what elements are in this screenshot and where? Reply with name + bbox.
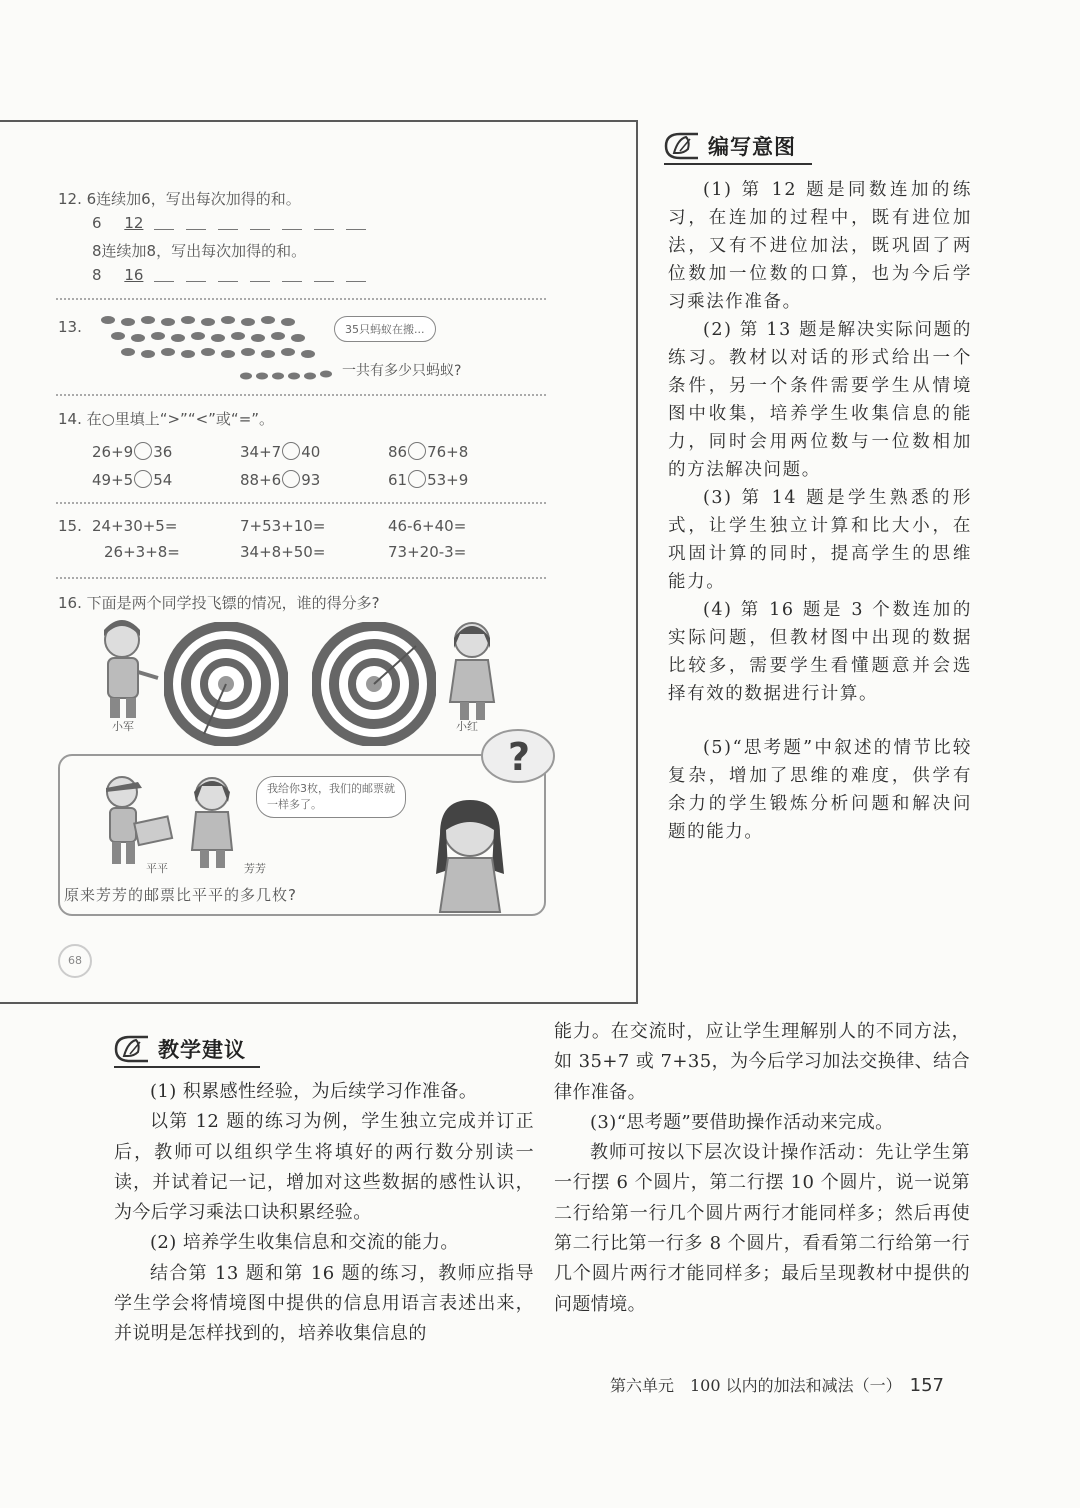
girl-teacher-illustration [420, 794, 520, 914]
blank [154, 267, 174, 282]
q15-number: 15. [58, 517, 82, 535]
blank [250, 215, 270, 230]
suggestion-paragraph: 能力。在交流时，应让学生理解别人的不同方法，如 35+7 或 7+35，为今后学习加法交换律、结合律作准备。 [554, 1021, 970, 1103]
q14-right: 76+8 [427, 443, 469, 461]
q14-item [240, 442, 320, 461]
suggestion-paragraph: 教师可按以下层次设计操作活动：先让学生第一行摆 6 个圆片，第二行摆 10 个圆片，说一说第二行给第一行几个圆片两行才能同样多；然后再使第二行比第一行多 8 个圆片，看看第二行给第一行几个圆片两行才能同样多；最后呈现教材中提供的问题情境。 [554, 1142, 970, 1315]
svg-text:?: ? [508, 735, 531, 779]
blank [314, 267, 334, 282]
blank [154, 215, 174, 230]
suggestion-paragraph: (1) 积累感性经验，为后续学习作准备。 [150, 1081, 478, 1102]
q15-item: 24+30+5= [92, 517, 178, 535]
q12-row-2 [92, 266, 372, 284]
q15-item: 46-6+40= [388, 517, 467, 535]
q14-right: 36 [153, 443, 173, 461]
q12-prompt-2: 8连续加8，写出每次加得的和。 [92, 242, 307, 260]
blank [282, 267, 302, 282]
blank [346, 267, 366, 282]
textbook-page-panel [0, 120, 638, 1004]
q16-prompt: 16. 下面是两个同学投飞镖的情况，谁的得分多? [58, 594, 380, 612]
suggestion-paragraph: (2) 培养学生收集信息和交流的能力。 [150, 1232, 459, 1254]
compare-circle [282, 470, 300, 488]
q12-row1-first: 12 [124, 214, 144, 232]
q14-item [92, 470, 172, 489]
divider [56, 502, 546, 504]
divider [56, 298, 546, 300]
q14-item [388, 442, 468, 461]
intent-paragraph-3: (3) 第 14 题是学生熟悉的形式，让学生独立计算和比大小，在巩固计算的同时，提高学生的思维能力。 [668, 488, 972, 592]
q14-left: 49+5 [92, 471, 134, 489]
think-speech-bubble: 我给你3枚，我们的邮票就一样多了。 [256, 776, 406, 818]
think-name-right: 芳芳 [244, 862, 266, 875]
q15-item: 34+8+50= [240, 543, 326, 561]
q14-item [92, 442, 172, 461]
ants-illustration [96, 308, 336, 386]
q14-left: 61 [388, 471, 408, 489]
suggestions-header [114, 1034, 246, 1064]
q16-name-right: 小红 [456, 720, 478, 733]
intent-header [664, 131, 796, 161]
suggestion-paragraph: (3)“思考题”要借助操作活动来完成。 [590, 1111, 894, 1133]
q14-left: 34+7 [240, 443, 282, 461]
suggestion-paragraph: 以第 12 题的练习为例，学生独立完成并订正后，教师可以组织学生将填好的两行数分别读一读，并试着记一记，增加对这些数据的感性认识，为今后学习乘法口诀积累经验。 [114, 1111, 534, 1224]
dartboard-left [164, 622, 288, 746]
suggestions-title: 教学建议 [158, 1038, 246, 1062]
q14-prompt: 14. 在○里填上“>”“<”或“=”。 [58, 410, 275, 428]
intent-paragraph-1: (1) 第 12 题是同数连加的练习，在连加的过程中，既有进位加法，又有不进位加法，既巩固了两位数加一位数的口算，也为今后学习乘法作准备。 [668, 180, 972, 312]
pen-logo-icon [114, 1034, 152, 1064]
q12-row-1 [92, 214, 372, 232]
q13-question: 一共有多少只蚂蚁? [342, 363, 462, 379]
blank [250, 267, 270, 282]
q12-row2-start: 8 [92, 266, 102, 284]
think-question: 原来芳芳的邮票比平平的多几枚? [64, 886, 297, 904]
suggestions-title-underline [114, 1066, 260, 1068]
compare-circle [282, 442, 300, 460]
intent-title-underline [664, 163, 812, 165]
q14-item [388, 470, 468, 489]
compare-circle [408, 470, 426, 488]
girl-xiaohong-illustration [438, 616, 508, 724]
dartboard-right [312, 622, 436, 746]
compare-circle [408, 442, 426, 460]
blank [346, 215, 366, 230]
q15-item: 73+20-3= [388, 543, 467, 561]
intent-paragraph-4: (4) 第 16 题是 3 个数连加的实际问题，但教材图中出现的数据比较多，需要学生看懂题意并会选择有效的数据进行计算。 [668, 600, 972, 704]
intent-title: 编写意图 [708, 135, 796, 159]
blank [186, 267, 206, 282]
blank [186, 215, 206, 230]
compare-circle [134, 442, 152, 460]
q14-left: 86 [388, 443, 408, 461]
q16-name-left: 小军 [112, 720, 134, 733]
blank [218, 267, 238, 282]
q13-number: 13. [58, 318, 82, 336]
think-name-left: 平平 [146, 862, 168, 875]
boy-pingping-illustration [92, 770, 182, 870]
suggestions-left-column [114, 1077, 534, 1350]
blank [282, 215, 302, 230]
q15-item: 26+3+8= [104, 543, 180, 561]
q13-speech-bubble: 35只蚂蚁在搬... [334, 316, 436, 342]
footer-chapter: 第六单元 100 以内的加法和减法（一） [610, 1376, 902, 1395]
question-mark-cloud-icon [478, 724, 558, 786]
q14-right: 40 [301, 443, 321, 461]
pen-logo-icon [664, 131, 702, 161]
boy-xiaojun-illustration [84, 616, 164, 724]
q14-item [240, 470, 320, 489]
q14-left: 88+6 [240, 471, 282, 489]
footer-page-number: 157 [909, 1375, 944, 1396]
blank [218, 215, 238, 230]
girl-fangfang-illustration [178, 772, 248, 872]
q15-item: 7+53+10= [240, 517, 326, 535]
suggestion-paragraph: 结合第 13 题和第 16 题的练习，教师应指导学生学会将情境图中提供的信息用语言表述出来，并说明是怎样找到的，培养收集信息的 [114, 1262, 534, 1345]
intent-paragraph-5: (5)“思考题”中叙述的情节比较复杂，增加了思维的难度，供学有余力的学生锻炼分析问题和解决问题的能力。 [668, 738, 972, 842]
textbook-page-number: 68 [58, 944, 92, 978]
page-footer [610, 1373, 944, 1396]
divider [56, 394, 546, 396]
blank [314, 215, 334, 230]
intent-paragraph-2: (2) 第 13 题是解决实际问题的练习。教材以对话的形式给出一个条件，另一个条件需要学生从情境图中收集，培养学生收集信息的能力，同时会用两位数与一位数相加的方法解决问题。 [668, 320, 972, 480]
divider [56, 577, 546, 579]
q14-right: 53+9 [427, 471, 469, 489]
intent-body [668, 176, 972, 708]
compare-circle [134, 470, 152, 488]
q14-left: 26+9 [92, 443, 134, 461]
intent-body-2 [668, 734, 972, 846]
q14-right: 54 [153, 471, 173, 489]
q12-prompt-1: 12. 6连续加6，写出每次加得的和。 [58, 190, 301, 208]
q14-right: 93 [301, 471, 321, 489]
q12-row2-first: 16 [124, 266, 144, 284]
q12-row1-start: 6 [92, 214, 102, 232]
suggestions-right-column [554, 1017, 970, 1320]
